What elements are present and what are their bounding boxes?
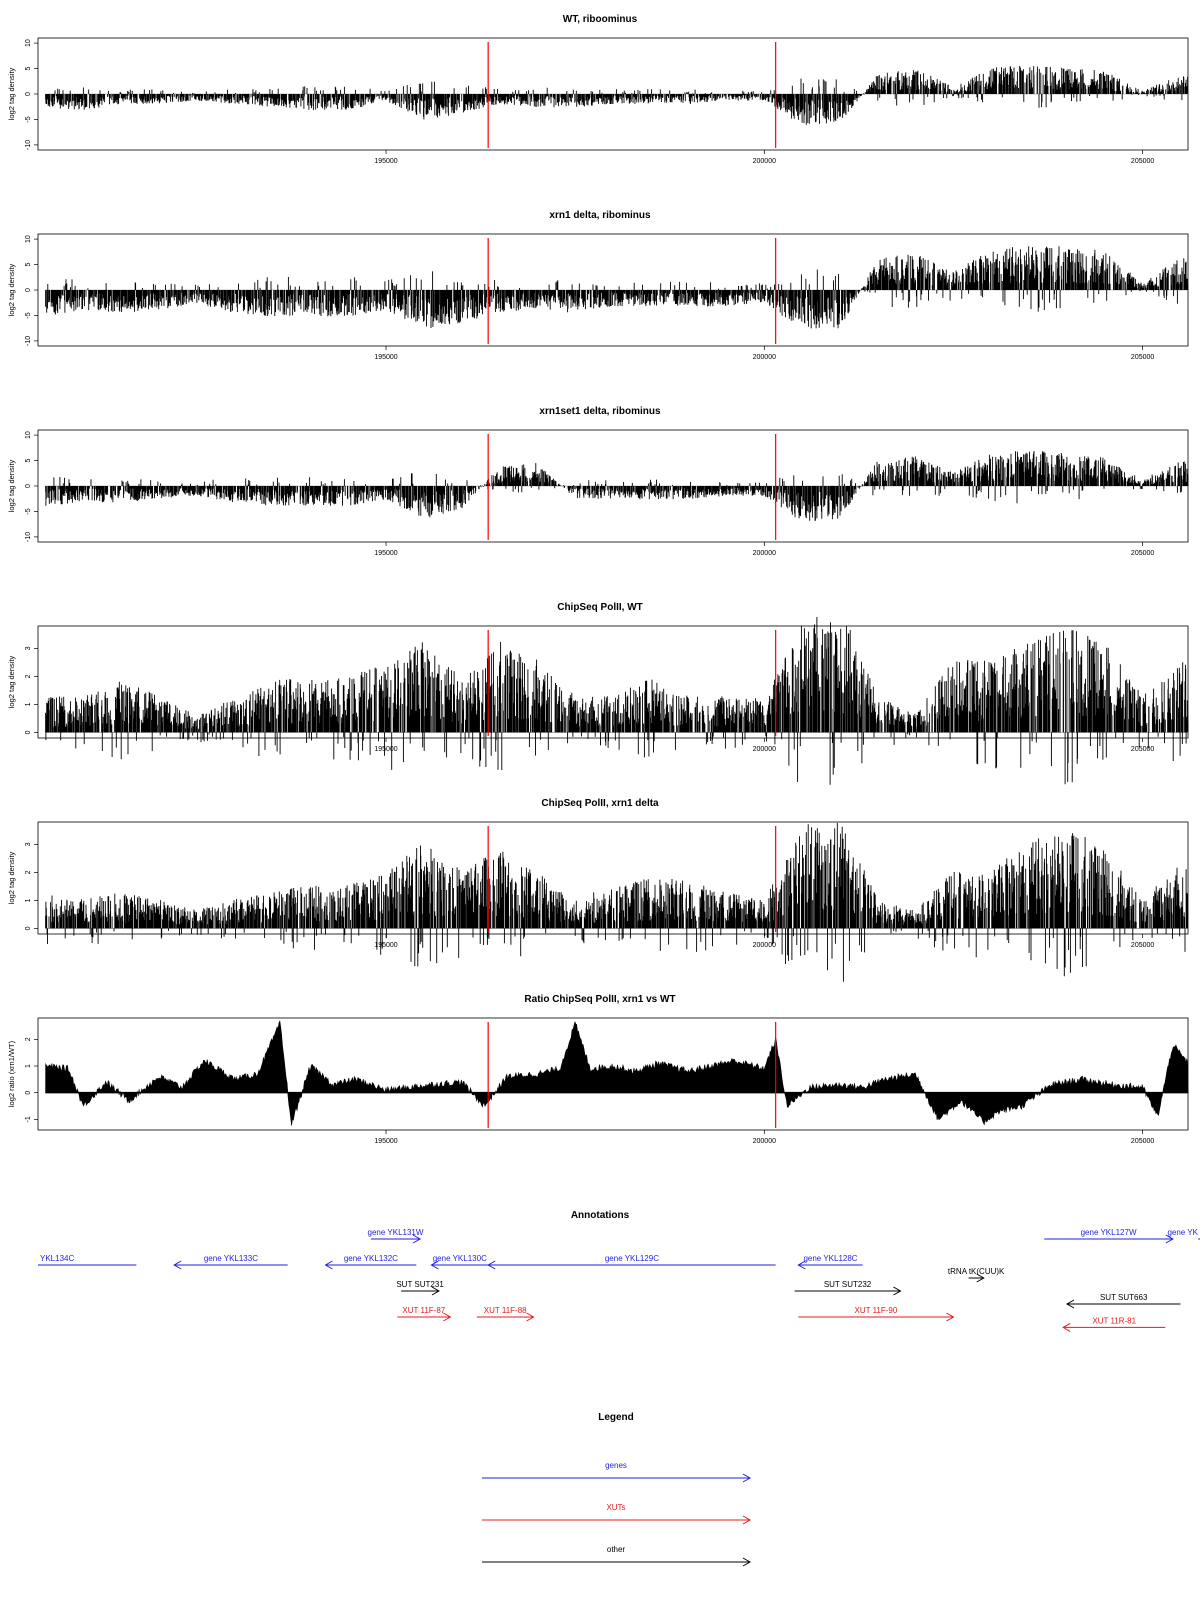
- legend-title: Legend: [598, 1412, 634, 1423]
- y-tick-label: -10: [25, 531, 32, 542]
- y-tick-label: 1: [25, 702, 32, 707]
- y-axis-label: log2 tag density: [7, 851, 16, 905]
- x-tick-label: 205000: [1130, 354, 1155, 361]
- signal-bars: [46, 823, 1188, 982]
- y-tick-label: 0: [25, 730, 32, 735]
- chart-title: ChipSeq PolII, xrn1 delta: [541, 798, 659, 809]
- y-tick-label: 0: [25, 1090, 32, 1095]
- feature-label: SUT SUT663: [1099, 1293, 1148, 1302]
- x-tick-label: 205000: [1130, 550, 1155, 557]
- y-tick-label: 1: [25, 898, 32, 903]
- y-tick-label: 10: [25, 431, 32, 439]
- y-tick-label: 2: [25, 674, 32, 679]
- chart-panel-2: [7, 210, 1188, 361]
- feature-label: SUT SUT231: [396, 1280, 444, 1289]
- y-tick-label: 0: [25, 288, 32, 292]
- chart-panel-5: [7, 798, 1188, 982]
- y-tick-label: -10: [25, 335, 32, 346]
- x-tick-label: 200000: [752, 1138, 776, 1145]
- chart-panel-1: [7, 14, 1188, 165]
- x-tick-label: 195000: [374, 354, 398, 361]
- legend: [482, 1412, 750, 1566]
- feature-xut: [798, 1306, 953, 1321]
- feature-gene: [798, 1254, 862, 1269]
- chart-title: WT, riboominus: [562, 14, 638, 25]
- feature-gene: [38, 1254, 136, 1265]
- feature-other: [396, 1280, 444, 1295]
- feature-xut: [477, 1306, 534, 1321]
- feature-xut: [1063, 1316, 1165, 1331]
- x-tick-label: 195000: [374, 550, 398, 557]
- y-tick-label: 10: [25, 39, 32, 47]
- feature-other: [1067, 1293, 1180, 1308]
- y-axis-label: log2 tag density: [7, 263, 16, 317]
- feature-xut: [397, 1306, 450, 1321]
- data-series: [46, 66, 1188, 125]
- feature-gene: [1167, 1228, 1200, 1239]
- feature-label: gene YK: [1167, 1228, 1198, 1237]
- x-tick-label: 195000: [374, 1138, 398, 1145]
- feature-label: XUT 11F-87: [402, 1306, 446, 1315]
- legend-label: genes: [605, 1461, 627, 1470]
- y-axis-label: log2 ratio (xrn1/WT): [7, 1040, 16, 1108]
- y-tick-label: -5: [25, 312, 32, 319]
- chart-title: ChipSeq PolII, WT: [557, 602, 643, 613]
- x-tick-label: 200000: [752, 746, 776, 753]
- data-series: [46, 823, 1188, 982]
- legend-label: other: [606, 1545, 626, 1554]
- chart-panel-3: [7, 406, 1188, 557]
- y-tick-label: 5: [25, 66, 32, 71]
- y-axis-label: log2 tag density: [7, 459, 16, 513]
- feature-other: [795, 1280, 901, 1295]
- y-tick-label: 0: [25, 92, 32, 96]
- feature-label: gene YKL127W: [1080, 1228, 1137, 1237]
- y-tick-label: 5: [25, 262, 32, 267]
- y-tick-label: 10: [25, 235, 32, 243]
- y-tick-label: 1: [25, 1064, 32, 1068]
- x-tick-label: 195000: [374, 746, 398, 753]
- signal-bars: [46, 246, 1188, 328]
- feature-label: gene YKL133C: [203, 1254, 258, 1263]
- y-tick-label: -5: [25, 116, 32, 123]
- y-tick-label: -10: [25, 139, 32, 150]
- feature-label: gene YKL130C: [432, 1254, 487, 1263]
- legend-item-xut: [482, 1503, 750, 1524]
- feature-label: tRNA tK(CUU)K: [947, 1267, 1005, 1276]
- legend-label: XUTs: [606, 1503, 626, 1512]
- feature-label: YKL134C: [40, 1254, 75, 1263]
- x-tick-label: 195000: [374, 158, 398, 165]
- x-tick-label: 205000: [1130, 1138, 1155, 1145]
- signal-area: [46, 1021, 1188, 1126]
- y-tick-label: 3: [25, 646, 32, 651]
- x-tick-label: 200000: [752, 550, 776, 557]
- x-tick-label: 200000: [752, 158, 776, 165]
- y-tick-label: 5: [25, 458, 32, 463]
- x-tick-label: 200000: [752, 354, 776, 361]
- signal-bars: [46, 66, 1188, 125]
- y-axis-label: log2 tag density: [7, 67, 16, 121]
- feature-label: XUT 11R-81: [1092, 1316, 1137, 1326]
- feature-label: gene YKL129C: [604, 1254, 659, 1263]
- feature-label: XUT 11F-88: [483, 1306, 527, 1315]
- y-tick-label: -5: [25, 508, 33, 515]
- chart-title: xrn1 delta, ribominus: [549, 210, 651, 221]
- x-tick-label: 205000: [1130, 746, 1155, 753]
- chart-panel-4: [7, 602, 1188, 785]
- y-tick-label: 0: [25, 484, 32, 488]
- feature-gene: [174, 1254, 287, 1269]
- feature-label: gene YKL128C: [803, 1254, 858, 1263]
- data-series: [46, 1021, 1188, 1126]
- y-axis-label: log2 tag density: [7, 655, 16, 709]
- x-tick-label: 195000: [374, 942, 398, 949]
- y-tick-label: 2: [25, 1037, 32, 1042]
- feature-other: [948, 1267, 1005, 1282]
- feature-label: SUT SUT232: [823, 1280, 872, 1289]
- x-tick-label: 205000: [1130, 158, 1155, 165]
- feature-gene: [431, 1254, 488, 1269]
- annotations-track: [38, 1210, 1200, 1331]
- feature-label: gene YKL132C: [343, 1254, 398, 1263]
- y-tick-label: 3: [25, 842, 32, 847]
- chart-title: xrn1set1 delta, ribominus: [539, 406, 661, 417]
- y-tick-label: 0: [25, 926, 32, 931]
- y-tick-label: 2: [25, 870, 32, 875]
- legend-item-other: [482, 1545, 750, 1566]
- legend-item-gene: [482, 1461, 750, 1482]
- feature-gene: [368, 1228, 424, 1243]
- feature-label: gene YKL131W: [367, 1228, 424, 1237]
- feature-label: XUT 11F-90: [854, 1306, 898, 1315]
- feature-gene: [326, 1254, 417, 1269]
- signal-bars: [46, 617, 1188, 785]
- chart-title: Ratio ChipSeq PolII, xrn1 vs WT: [524, 994, 676, 1005]
- x-tick-label: 200000: [752, 942, 776, 949]
- chart-panel-6: [7, 994, 1188, 1145]
- annotations-title: Annotations: [570, 1210, 630, 1221]
- x-tick-label: 205000: [1130, 942, 1155, 949]
- y-tick-label: -1: [25, 1116, 32, 1123]
- feature-gene: [1044, 1228, 1173, 1243]
- data-series: [46, 451, 1188, 521]
- feature-gene: [488, 1254, 776, 1269]
- data-series: [46, 246, 1188, 328]
- data-series: [46, 617, 1188, 785]
